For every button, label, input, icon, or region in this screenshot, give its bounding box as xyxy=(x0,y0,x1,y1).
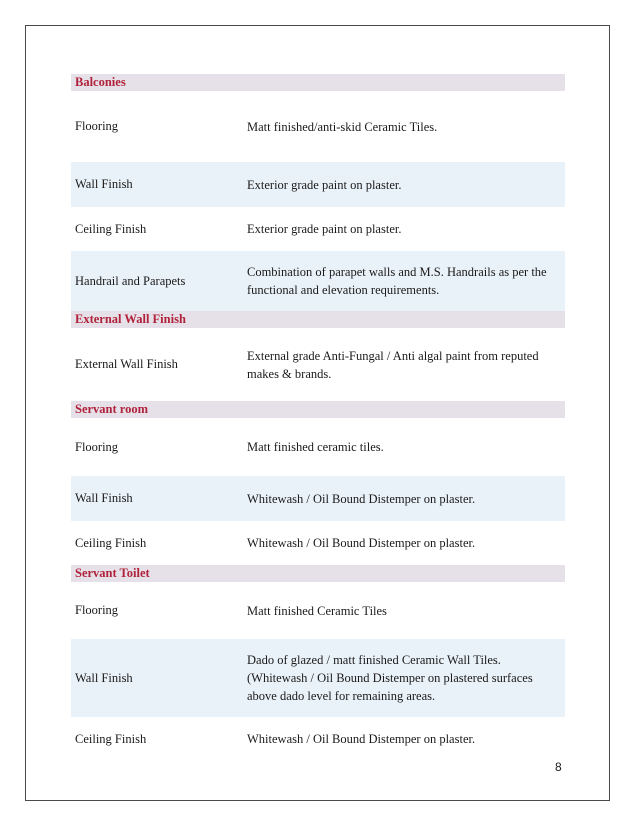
row-label: Wall Finish xyxy=(75,491,133,505)
row-value: Matt finished ceramic tiles. xyxy=(247,440,384,454)
row-label: Ceiling Finish xyxy=(75,221,147,236)
row-label: Wall Finish xyxy=(75,670,133,685)
table-row xyxy=(71,91,565,162)
value-line: functional and elevation requirements. xyxy=(247,283,440,297)
row-label: Ceiling Finish xyxy=(75,535,147,550)
table-row xyxy=(71,418,565,476)
table-row xyxy=(71,328,565,401)
row-value xyxy=(247,263,565,299)
row-value: Exterior grade paint on plaster. xyxy=(247,177,402,192)
section-header-servant-room: Servant room xyxy=(71,401,565,418)
table-row xyxy=(71,476,565,521)
row-value xyxy=(247,651,565,705)
section-header-balconies: Balconies xyxy=(71,74,565,91)
row-label: Handrail and Parapets xyxy=(75,273,186,288)
row-value xyxy=(247,347,565,383)
section-header-servant-toilet: Servant Toilet xyxy=(71,565,565,582)
table-row xyxy=(71,521,565,565)
row-value: Exterior grade paint on plaster. xyxy=(247,222,402,236)
value-line: Dado of glazed / matt finished Ceramic Wall Tiles. xyxy=(247,653,501,667)
specification-table xyxy=(71,74,565,761)
value-line: makes & brands. xyxy=(247,366,332,381)
value-line: Combination of parapet walls and M.S. Handrails as per the xyxy=(247,265,547,279)
value-line: (Whitewash / Oil Bound Distemper on plastered surfaces xyxy=(247,671,533,685)
table-row xyxy=(71,207,565,251)
row-value: Whitewash / Oil Bound Distemper on plaster. xyxy=(247,536,476,550)
page-number: 8 xyxy=(555,760,562,774)
table-row xyxy=(71,717,565,761)
row-value: Matt finished Ceramic Tiles xyxy=(247,603,387,618)
row-label: Wall Finish xyxy=(75,177,133,191)
table-row xyxy=(71,251,565,311)
section-header-external-wall-finish: External Wall Finish xyxy=(71,311,565,328)
row-value: Whitewash / Oil Bound Distemper on plaster. xyxy=(247,732,476,746)
row-value: Whitewash / Oil Bound Distemper on plaster. xyxy=(247,491,476,506)
row-value: Matt finished/anti-skid Ceramic Tiles. xyxy=(247,119,438,134)
row-label: Ceiling Finish xyxy=(75,731,147,746)
value-line: above dado level for remaining areas. xyxy=(247,689,436,703)
value-line: External grade Anti-Fungal / Anti algal paint from reputed xyxy=(247,348,539,363)
row-label: Flooring xyxy=(75,119,119,133)
table-row xyxy=(71,162,565,207)
row-label: External Wall Finish xyxy=(75,357,178,371)
row-label: Flooring xyxy=(75,603,119,617)
table-row xyxy=(71,639,565,717)
row-label: Flooring xyxy=(75,439,119,454)
table-row xyxy=(71,582,565,639)
